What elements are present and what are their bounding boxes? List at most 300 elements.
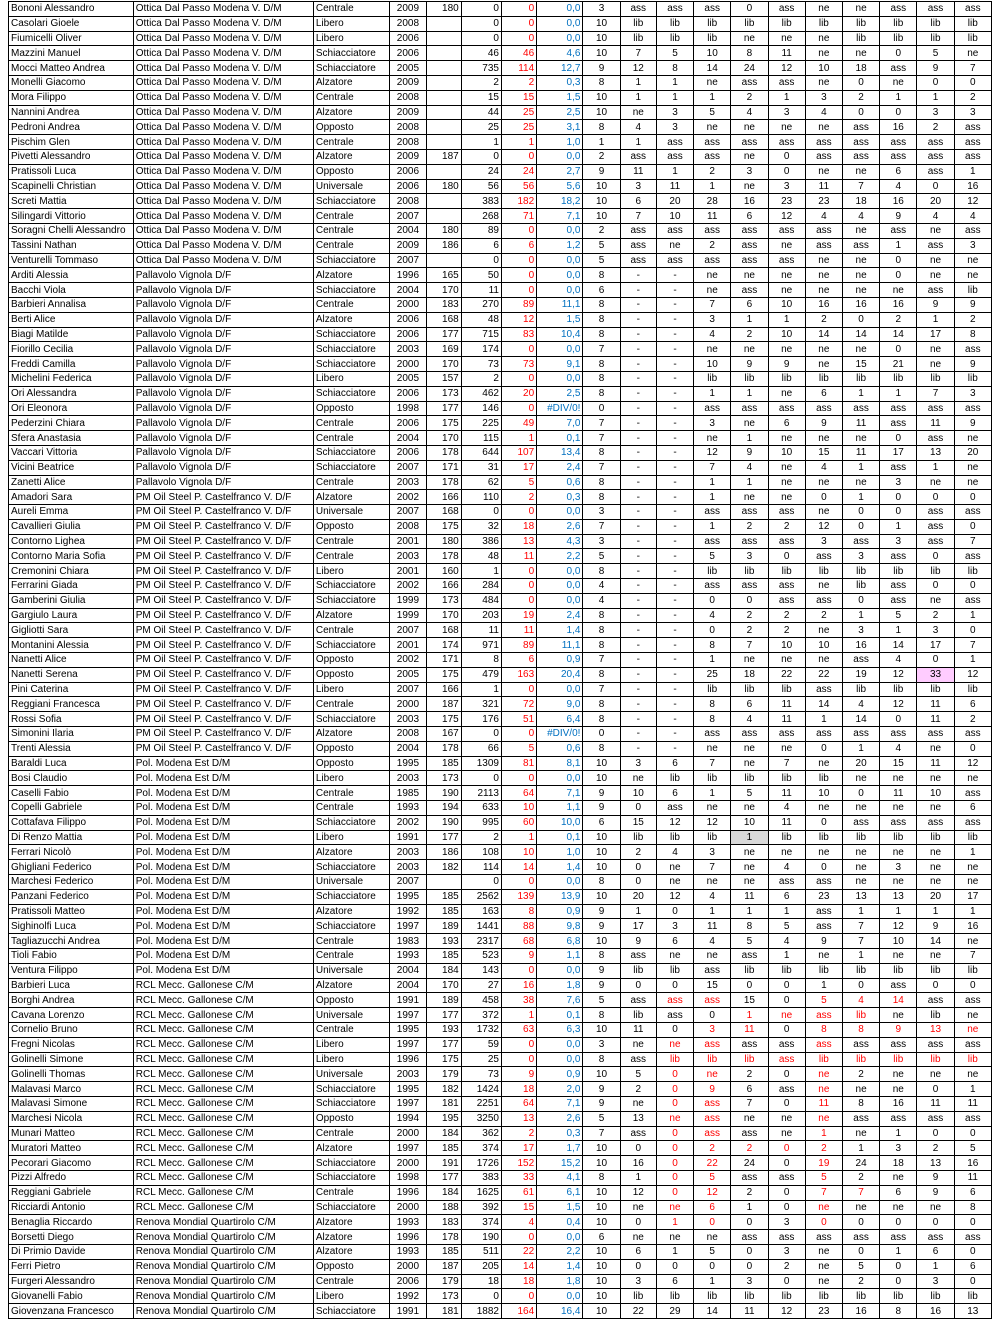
cell-birth-year[interactable]: 2006 [390, 416, 426, 431]
cell-height[interactable]: 185 [426, 1244, 461, 1259]
cell-match-6[interactable]: ne [805, 505, 842, 520]
cell-team[interactable]: Ottica Dal Passo Modena V. D/M [133, 31, 313, 46]
cell-match-6[interactable]: ne [805, 1082, 842, 1097]
cell-match-9[interactable]: ne [917, 860, 954, 875]
cell-match-3[interactable]: 14 [694, 1304, 731, 1319]
cell-role[interactable]: Alzatore [313, 149, 389, 164]
cell-match-9[interactable]: ass [917, 401, 954, 416]
cell-match-2[interactable]: - [656, 712, 693, 727]
cell-match-9[interactable]: 11 [917, 756, 954, 771]
cell-season-points[interactable]: 60 [501, 815, 536, 830]
cell-match-10[interactable]: lib [954, 1052, 991, 1067]
cell-match-2[interactable]: - [656, 549, 693, 564]
cell-match-5[interactable]: ass [768, 135, 805, 150]
cell-player-name[interactable]: Ori Alessandra [9, 386, 134, 401]
cell-team[interactable]: PM Oil Steel P. Castelfranco V. D/F [133, 564, 313, 579]
cell-total-points[interactable]: 108 [461, 845, 501, 860]
cell-team[interactable]: Pallavolo Vignola D/F [133, 386, 313, 401]
cell-team[interactable]: Pallavolo Vignola D/F [133, 475, 313, 490]
cell-player-name[interactable]: Bosi Claudio [9, 771, 134, 786]
cell-match-1[interactable]: ne [620, 1200, 656, 1215]
cell-birth-year[interactable]: 1999 [390, 593, 426, 608]
cell-games[interactable]: 2 [583, 149, 620, 164]
cell-season-points[interactable]: 68 [501, 934, 536, 949]
cell-season-points[interactable]: 88 [501, 919, 536, 934]
cell-games[interactable]: 8 [583, 741, 620, 756]
cell-birth-year[interactable]: 1985 [390, 786, 426, 801]
cell-match-5[interactable]: ne [768, 1008, 805, 1023]
cell-birth-year[interactable]: 2006 [390, 327, 426, 342]
cell-player-name[interactable]: Ferri Pietro [9, 1259, 134, 1274]
cell-match-5[interactable]: 0 [768, 993, 805, 1008]
cell-birth-year[interactable]: 2000 [390, 697, 426, 712]
cell-team[interactable]: Renova Mondial Quartirolo C/M [133, 1304, 313, 1319]
cell-match-4[interactable]: 0 [731, 1259, 768, 1274]
cell-match-3[interactable]: 1 [694, 904, 731, 919]
cell-match-2[interactable]: 10 [656, 209, 693, 224]
cell-games[interactable]: 10 [583, 1141, 620, 1156]
cell-player-name[interactable]: Gamberini Giulia [9, 593, 134, 608]
cell-team[interactable]: Ottica Dal Passo Modena V. D/M [133, 16, 313, 31]
cell-match-8[interactable]: ass [880, 460, 917, 475]
cell-match-10[interactable]: ass [954, 149, 991, 164]
cell-player-name[interactable]: Tassini Nathan [9, 238, 134, 253]
cell-match-3[interactable]: 1 [694, 1274, 731, 1289]
cell-match-6[interactable]: 16 [805, 297, 842, 312]
cell-match-3[interactable]: ne [694, 875, 731, 890]
cell-match-5[interactable]: 11 [768, 46, 805, 61]
cell-height[interactable]: 177 [426, 327, 461, 342]
cell-match-9[interactable]: ass [917, 815, 954, 830]
cell-match-7[interactable]: ass [842, 238, 879, 253]
cell-team[interactable]: Pol. Modena Est D/M [133, 889, 313, 904]
cell-match-6[interactable]: 12 [805, 519, 842, 534]
cell-match-2[interactable]: 3 [656, 919, 693, 934]
cell-match-9[interactable]: 20 [917, 889, 954, 904]
cell-match-4[interactable]: 1 [731, 1200, 768, 1215]
cell-match-10[interactable]: ass [954, 223, 991, 238]
cell-height[interactable]: 183 [426, 1215, 461, 1230]
cell-games[interactable]: 8 [583, 564, 620, 579]
cell-match-4[interactable]: lib [731, 682, 768, 697]
cell-birth-year[interactable]: 2007 [390, 682, 426, 697]
cell-match-2[interactable]: 0 [656, 1259, 693, 1274]
cell-match-3[interactable]: ass [694, 1126, 731, 1141]
cell-match-2[interactable]: 1 [656, 164, 693, 179]
cell-match-9[interactable]: 0 [917, 75, 954, 90]
cell-player-name[interactable]: Amadori Sara [9, 490, 134, 505]
cell-match-4[interactable]: ass [731, 1230, 768, 1245]
cell-season-points[interactable]: 56 [501, 179, 536, 194]
cell-games[interactable]: 8 [583, 712, 620, 727]
cell-match-1[interactable]: lib [620, 1289, 656, 1304]
cell-team[interactable]: RCL Mecc. Gallonese C/M [133, 1067, 313, 1082]
cell-match-9[interactable]: 6 [917, 1244, 954, 1259]
cell-games[interactable]: 10 [583, 1022, 620, 1037]
cell-season-points[interactable]: 1 [501, 431, 536, 446]
cell-birth-year[interactable]: 1996 [390, 1185, 426, 1200]
cell-match-6[interactable]: ne [805, 268, 842, 283]
cell-total-points[interactable]: 89 [461, 223, 501, 238]
cell-match-5[interactable]: 0 [768, 164, 805, 179]
cell-team[interactable]: Pol. Modena Est D/M [133, 830, 313, 845]
cell-match-9[interactable]: ne [917, 1200, 954, 1215]
cell-average[interactable]: 7,1 [537, 1096, 583, 1111]
cell-average[interactable]: 0,3 [537, 1126, 583, 1141]
cell-total-points[interactable]: 1441 [461, 919, 501, 934]
cell-games[interactable]: 7 [583, 653, 620, 668]
cell-birth-year[interactable]: 1995 [390, 889, 426, 904]
cell-match-8[interactable]: ne [880, 1008, 917, 1023]
cell-average[interactable]: 4,3 [537, 534, 583, 549]
cell-match-1[interactable]: - [620, 697, 656, 712]
cell-match-5[interactable]: ass [768, 253, 805, 268]
cell-match-10[interactable]: 11 [954, 1170, 991, 1185]
cell-match-7[interactable]: ne [842, 845, 879, 860]
cell-birth-year[interactable]: 2003 [390, 860, 426, 875]
cell-team[interactable]: PM Oil Steel P. Castelfranco V. D/F [133, 519, 313, 534]
cell-average[interactable]: 1,1 [537, 801, 583, 816]
cell-team[interactable]: Pallavolo Vignola D/F [133, 357, 313, 372]
cell-match-10[interactable]: lib [954, 31, 991, 46]
cell-average[interactable]: 0,9 [537, 1067, 583, 1082]
cell-average[interactable]: 2,5 [537, 386, 583, 401]
cell-total-points[interactable]: 0 [461, 727, 501, 742]
cell-average[interactable]: 0,1 [537, 1008, 583, 1023]
cell-match-8[interactable]: ass [880, 593, 917, 608]
cell-role[interactable]: Libero [313, 564, 389, 579]
cell-birth-year[interactable]: 2002 [390, 490, 426, 505]
cell-match-10[interactable]: ne [954, 860, 991, 875]
cell-birth-year[interactable]: 1993 [390, 1215, 426, 1230]
cell-match-7[interactable]: 24 [842, 1156, 879, 1171]
cell-match-1[interactable]: - [620, 357, 656, 372]
cell-total-points[interactable]: 62 [461, 475, 501, 490]
cell-match-9[interactable]: 20 [917, 194, 954, 209]
cell-player-name[interactable]: Vaccari Vittoria [9, 445, 134, 460]
cell-match-3[interactable]: ne [694, 120, 731, 135]
cell-player-name[interactable]: Pivetti Alessandro [9, 149, 134, 164]
cell-match-6[interactable]: ne [805, 46, 842, 61]
cell-match-1[interactable]: lib [620, 31, 656, 46]
cell-match-3[interactable]: 2 [694, 238, 731, 253]
cell-match-2[interactable]: - [656, 653, 693, 668]
cell-height[interactable]: 179 [426, 1067, 461, 1082]
cell-birth-year[interactable]: 2004 [390, 978, 426, 993]
cell-team[interactable]: Pallavolo Vignola D/F [133, 312, 313, 327]
cell-match-4[interactable]: 4 [731, 105, 768, 120]
cell-match-3[interactable]: 5 [694, 1244, 731, 1259]
cell-games[interactable]: 9 [583, 904, 620, 919]
cell-total-points[interactable]: 31 [461, 460, 501, 475]
cell-match-5[interactable]: ne [768, 268, 805, 283]
cell-match-2[interactable]: 8 [656, 61, 693, 76]
cell-match-6[interactable]: ne [805, 31, 842, 46]
cell-match-6[interactable]: ne [805, 475, 842, 490]
cell-role[interactable]: Centrale [313, 623, 389, 638]
cell-match-9[interactable]: ne [917, 949, 954, 964]
cell-match-1[interactable]: 12 [620, 61, 656, 76]
cell-match-7[interactable]: ne [842, 164, 879, 179]
cell-games[interactable]: 9 [583, 963, 620, 978]
cell-match-9[interactable]: ass [917, 519, 954, 534]
cell-match-2[interactable]: 3 [656, 105, 693, 120]
cell-season-points[interactable]: 0 [501, 16, 536, 31]
cell-total-points[interactable]: 462 [461, 386, 501, 401]
cell-match-1[interactable]: 1 [620, 904, 656, 919]
cell-match-3[interactable]: ne [694, 75, 731, 90]
cell-player-name[interactable]: Pederzini Chiara [9, 416, 134, 431]
cell-match-7[interactable]: 2 [842, 1067, 879, 1082]
cell-match-3[interactable]: 12 [694, 815, 731, 830]
cell-match-2[interactable]: ass [656, 223, 693, 238]
cell-team[interactable]: RCL Mecc. Gallonese C/M [133, 1008, 313, 1023]
cell-player-name[interactable]: Casolari Gioele [9, 16, 134, 31]
cell-average[interactable]: 0,0 [537, 1052, 583, 1067]
cell-match-1[interactable]: - [620, 460, 656, 475]
cell-match-5[interactable]: 0 [768, 1022, 805, 1037]
cell-match-2[interactable]: - [656, 268, 693, 283]
cell-match-7[interactable]: ne [842, 223, 879, 238]
cell-season-points[interactable]: 0 [501, 223, 536, 238]
cell-match-5[interactable]: 0 [768, 1185, 805, 1200]
cell-match-1[interactable]: 0 [620, 1259, 656, 1274]
cell-season-points[interactable]: 114 [501, 61, 536, 76]
cell-role[interactable]: Alzatore [313, 1244, 389, 1259]
cell-season-points[interactable]: 13 [501, 1111, 536, 1126]
cell-team[interactable]: Ottica Dal Passo Modena V. D/M [133, 149, 313, 164]
cell-match-5[interactable]: 2 [768, 519, 805, 534]
cell-player-name[interactable]: Scapinelli Christian [9, 179, 134, 194]
cell-match-10[interactable]: 12 [954, 756, 991, 771]
cell-total-points[interactable]: 46 [461, 46, 501, 61]
cell-match-8[interactable]: 11 [880, 786, 917, 801]
cell-match-9[interactable]: 9 [917, 297, 954, 312]
cell-season-points[interactable]: 139 [501, 889, 536, 904]
cell-match-5[interactable]: 2 [768, 623, 805, 638]
cell-match-7[interactable]: ne [842, 475, 879, 490]
cell-total-points[interactable]: 735 [461, 61, 501, 76]
cell-birth-year[interactable]: 1991 [390, 830, 426, 845]
cell-team[interactable]: Pallavolo Vignola D/F [133, 401, 313, 416]
cell-player-name[interactable]: Malavasi Simone [9, 1096, 134, 1111]
cell-match-4[interactable]: ass [731, 949, 768, 964]
cell-match-5[interactable]: 9 [768, 357, 805, 372]
cell-role[interactable]: Centrale [313, 238, 389, 253]
cell-player-name[interactable]: Fregni Nicolas [9, 1037, 134, 1052]
cell-match-1[interactable]: - [620, 505, 656, 520]
cell-average[interactable]: 2,5 [537, 105, 583, 120]
cell-match-10[interactable]: 0 [954, 623, 991, 638]
cell-player-name[interactable]: Soragni Chelli Alessandro [9, 223, 134, 238]
cell-match-8[interactable]: 1 [880, 1244, 917, 1259]
cell-match-10[interactable]: 17 [954, 889, 991, 904]
cell-match-1[interactable]: - [620, 623, 656, 638]
cell-match-5[interactable]: 23 [768, 194, 805, 209]
cell-average[interactable]: 0,0 [537, 1230, 583, 1245]
cell-birth-year[interactable]: 1994 [390, 1111, 426, 1126]
cell-match-5[interactable]: ass [768, 1230, 805, 1245]
cell-match-7[interactable]: 1 [842, 904, 879, 919]
cell-role[interactable]: Schiacciatore [313, 860, 389, 875]
cell-games[interactable]: 10 [583, 1289, 620, 1304]
cell-match-9[interactable]: 11 [917, 416, 954, 431]
cell-role[interactable]: Centrale [313, 534, 389, 549]
cell-games[interactable]: 10 [583, 194, 620, 209]
cell-match-5[interactable]: lib [768, 830, 805, 845]
cell-average[interactable]: 4,6 [537, 46, 583, 61]
cell-match-2[interactable]: lib [656, 963, 693, 978]
cell-match-1[interactable]: 5 [620, 1067, 656, 1082]
cell-birth-year[interactable]: 2009 [390, 2, 426, 17]
cell-total-points[interactable]: 11 [461, 623, 501, 638]
cell-height[interactable]: 170 [426, 978, 461, 993]
cell-total-points[interactable]: 48 [461, 549, 501, 564]
cell-average[interactable]: 9,8 [537, 919, 583, 934]
cell-match-10[interactable]: 11 [954, 1096, 991, 1111]
cell-games[interactable]: 5 [583, 549, 620, 564]
cell-match-9[interactable]: ne [917, 771, 954, 786]
cell-match-5[interactable]: ass [768, 1170, 805, 1185]
cell-match-9[interactable]: lib [917, 371, 954, 386]
cell-match-2[interactable]: - [656, 297, 693, 312]
cell-height[interactable]: 173 [426, 1289, 461, 1304]
cell-match-2[interactable]: 0 [656, 1185, 693, 1200]
cell-birth-year[interactable]: 1996 [390, 268, 426, 283]
cell-total-points[interactable]: 0 [461, 16, 501, 31]
cell-match-10[interactable]: ne [954, 934, 991, 949]
cell-match-6[interactable]: 4 [805, 460, 842, 475]
cell-games[interactable]: 10 [583, 31, 620, 46]
cell-match-7[interactable]: 14 [842, 327, 879, 342]
cell-match-4[interactable]: ne [731, 875, 768, 890]
cell-height[interactable]: 185 [426, 756, 461, 771]
cell-match-6[interactable]: ass [805, 223, 842, 238]
cell-match-10[interactable]: 6 [954, 801, 991, 816]
cell-match-9[interactable]: ass [917, 164, 954, 179]
cell-match-2[interactable]: lib [656, 31, 693, 46]
cell-height[interactable]: 166 [426, 682, 461, 697]
cell-match-6[interactable]: 3 [805, 534, 842, 549]
cell-match-8[interactable]: ne [880, 1067, 917, 1082]
cell-match-4[interactable]: ass [731, 579, 768, 594]
cell-height[interactable] [426, 31, 461, 46]
cell-average[interactable]: 0,3 [537, 75, 583, 90]
cell-player-name[interactable]: Contorno Maria Sofia [9, 549, 134, 564]
cell-match-9[interactable]: ass [917, 505, 954, 520]
cell-birth-year[interactable]: 1997 [390, 1141, 426, 1156]
cell-match-4[interactable]: ass [731, 534, 768, 549]
cell-match-3[interactable]: 0 [694, 1008, 731, 1023]
cell-match-6[interactable]: 6 [805, 386, 842, 401]
cell-match-9[interactable]: 0 [917, 490, 954, 505]
cell-season-points[interactable]: 11 [501, 549, 536, 564]
cell-match-6[interactable]: 0 [805, 1215, 842, 1230]
cell-match-5[interactable]: ne [768, 1111, 805, 1126]
cell-player-name[interactable]: Furgeri Alessandro [9, 1274, 134, 1289]
cell-match-5[interactable]: lib [768, 771, 805, 786]
cell-role[interactable]: Opposto [313, 993, 389, 1008]
cell-average[interactable]: 1,8 [537, 978, 583, 993]
cell-match-2[interactable]: 0 [656, 1156, 693, 1171]
cell-match-1[interactable]: 11 [620, 1022, 656, 1037]
cell-match-4[interactable]: 3 [731, 549, 768, 564]
cell-player-name[interactable]: Malavasi Marco [9, 1082, 134, 1097]
cell-height[interactable]: 191 [426, 1156, 461, 1171]
cell-player-name[interactable]: Borghi Andrea [9, 993, 134, 1008]
cell-role[interactable]: Centrale [313, 431, 389, 446]
cell-average[interactable]: 6,4 [537, 712, 583, 727]
cell-match-5[interactable]: 4 [768, 860, 805, 875]
cell-average[interactable]: 0,0 [537, 16, 583, 31]
cell-match-3[interactable]: 7 [694, 460, 731, 475]
cell-match-10[interactable]: 9 [954, 416, 991, 431]
cell-match-5[interactable]: 3 [768, 1215, 805, 1230]
cell-season-points[interactable]: 2 [501, 75, 536, 90]
cell-match-2[interactable]: ass [656, 801, 693, 816]
cell-role[interactable]: Centrale [313, 416, 389, 431]
cell-height[interactable]: 173 [426, 771, 461, 786]
cell-match-6[interactable]: lib [805, 1052, 842, 1067]
cell-match-4[interactable]: ass [731, 253, 768, 268]
spreadsheet-grid[interactable] [8, 1, 992, 1319]
cell-games[interactable]: 3 [583, 505, 620, 520]
cell-match-9[interactable]: 0 [917, 1126, 954, 1141]
cell-match-10[interactable]: 1 [954, 845, 991, 860]
cell-match-1[interactable]: - [620, 564, 656, 579]
cell-total-points[interactable]: 372 [461, 1008, 501, 1023]
cell-match-8[interactable]: ass [880, 1111, 917, 1126]
cell-match-8[interactable]: ass [880, 416, 917, 431]
cell-games[interactable]: 9 [583, 978, 620, 993]
cell-games[interactable]: 7 [583, 416, 620, 431]
cell-games[interactable]: 8 [583, 875, 620, 890]
cell-match-6[interactable]: 5 [805, 993, 842, 1008]
cell-birth-year[interactable]: 2003 [390, 549, 426, 564]
cell-games[interactable]: 0 [583, 401, 620, 416]
cell-match-4[interactable]: lib [731, 1052, 768, 1067]
cell-match-8[interactable]: lib [880, 16, 917, 31]
cell-player-name[interactable]: Baraldi Luca [9, 756, 134, 771]
cell-match-8[interactable]: 1 [880, 386, 917, 401]
cell-role[interactable]: Alzatore [313, 1141, 389, 1156]
cell-team[interactable]: PM Oil Steel P. Castelfranco V. D/F [133, 638, 313, 653]
cell-role[interactable]: Schiacciatore [313, 815, 389, 830]
cell-match-5[interactable]: 0 [768, 1096, 805, 1111]
cell-games[interactable]: 7 [583, 342, 620, 357]
cell-height[interactable]: 179 [426, 1274, 461, 1289]
cell-height[interactable]: 178 [426, 549, 461, 564]
cell-player-name[interactable]: Fiorillo Cecilia [9, 342, 134, 357]
cell-match-2[interactable]: - [656, 327, 693, 342]
cell-match-4[interactable]: 2 [731, 1141, 768, 1156]
cell-season-points[interactable]: 15 [501, 90, 536, 105]
cell-height[interactable]: 166 [426, 579, 461, 594]
cell-team[interactable]: Renova Mondial Quartirolo C/M [133, 1230, 313, 1245]
cell-player-name[interactable]: Reggiani Francesca [9, 697, 134, 712]
cell-season-points[interactable]: 13 [501, 534, 536, 549]
cell-team[interactable]: Ottica Dal Passo Modena V. D/M [133, 2, 313, 17]
cell-average[interactable]: 5,6 [537, 179, 583, 194]
cell-match-2[interactable]: 20 [656, 194, 693, 209]
cell-match-5[interactable]: 6 [768, 416, 805, 431]
cell-role[interactable]: Schiacciatore [313, 638, 389, 653]
cell-height[interactable]: 190 [426, 815, 461, 830]
cell-team[interactable]: Pol. Modena Est D/M [133, 904, 313, 919]
cell-team[interactable]: RCL Mecc. Gallonese C/M [133, 1156, 313, 1171]
cell-match-10[interactable]: ass [954, 815, 991, 830]
cell-match-2[interactable]: 0 [656, 904, 693, 919]
